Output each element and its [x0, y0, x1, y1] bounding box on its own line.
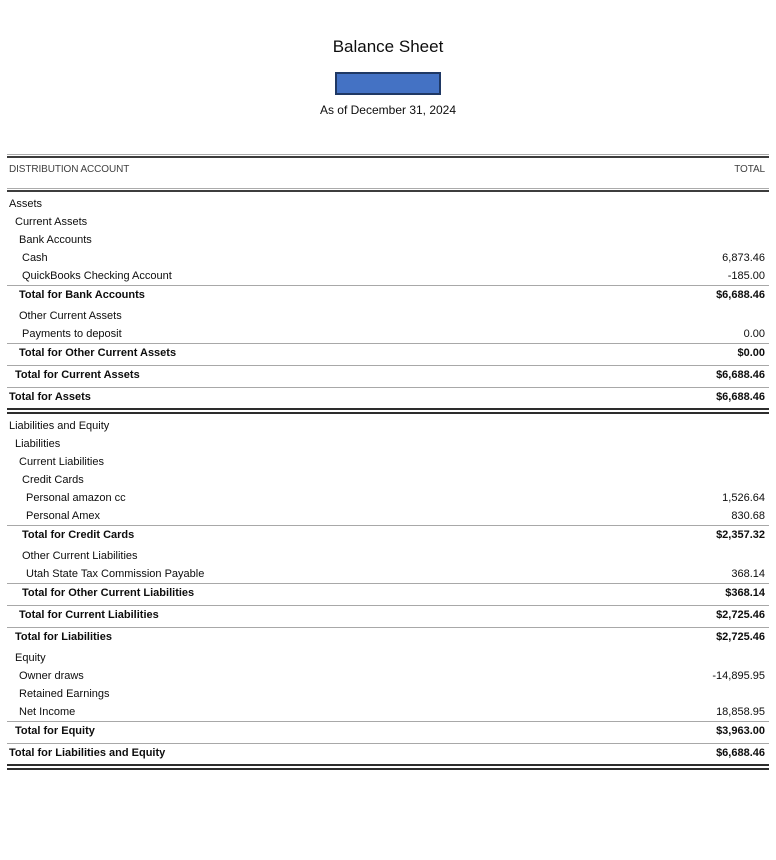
account-value: $6,688.46: [716, 390, 765, 403]
account-value: $2,357.32: [716, 528, 765, 541]
table-row: [7, 387, 769, 405]
account-value: 830.68: [731, 510, 765, 522]
account-value: $2,725.46: [716, 630, 765, 643]
table-row: [7, 627, 769, 645]
account-label: Equity: [15, 652, 46, 664]
account-value: 6,873.46: [722, 252, 765, 264]
table-row: [7, 249, 769, 267]
account-value: $3,963.00: [716, 724, 765, 737]
account-value: 1,526.64: [722, 492, 765, 504]
account-value: 0.00: [743, 328, 765, 340]
table-row: [7, 525, 769, 543]
account-value: $0.00: [737, 346, 765, 359]
table-row: [7, 195, 769, 213]
section-divider-rule: [7, 408, 769, 414]
account-label: Retained Earnings: [19, 688, 110, 700]
column-header-distribution-account: DISTRIBUTION ACCOUNT: [9, 164, 130, 175]
account-value: $6,688.46: [716, 746, 765, 759]
account-label: Credit Cards: [22, 474, 84, 486]
account-label: Total for Credit Cards: [22, 528, 135, 541]
account-label: Total for Liabilities and Equity: [9, 746, 166, 759]
account-label: Current Assets: [15, 216, 88, 228]
account-label: Total for Liabilities: [15, 630, 112, 643]
table-row: [7, 307, 769, 325]
account-value: $368.14: [725, 586, 765, 599]
account-label: QuickBooks Checking Account: [22, 270, 172, 282]
table-row: [7, 231, 769, 249]
table-row: [7, 685, 769, 703]
account-label: Personal amazon cc: [26, 492, 126, 504]
report-subtitle: As of December 31, 2024: [319, 103, 457, 117]
account-label: Personal Amex: [26, 510, 100, 522]
table-row: [7, 547, 769, 565]
account-label: Total for Equity: [15, 724, 95, 737]
account-label: Assets: [9, 198, 43, 210]
account-label: Cash: [22, 252, 48, 264]
account-value: $6,688.46: [716, 368, 765, 381]
account-label: Other Current Assets: [19, 310, 122, 322]
table-row: [7, 417, 769, 435]
table-row: [7, 565, 769, 583]
balance-sheet-table: [7, 154, 769, 770]
table-row: [7, 489, 769, 507]
table-row: [7, 343, 769, 361]
table-row: [7, 453, 769, 471]
account-label: Total for Bank Accounts: [19, 288, 145, 301]
account-label: Net Income: [19, 706, 76, 718]
report-title: Balance Sheet: [332, 37, 444, 56]
account-label: Total for Other Current Assets: [19, 346, 177, 359]
table-row: [7, 667, 769, 685]
table-row: [7, 649, 769, 667]
table-header-row: [7, 158, 769, 188]
table-row: [7, 365, 769, 383]
table-row: [7, 285, 769, 303]
account-label: Total for Current Liabilities: [19, 608, 159, 621]
account-label: Total for Other Current Liabilities: [22, 586, 195, 599]
account-value: -14,895.95: [712, 670, 765, 682]
account-label: Total for Current Assets: [15, 368, 140, 381]
table-row: [7, 743, 769, 761]
report-end-rule: [7, 764, 769, 770]
account-value: 18,858.95: [716, 706, 765, 718]
table-row: [7, 213, 769, 231]
account-label: Utah State Tax Commission Payable: [26, 568, 205, 580]
account-label: Current Liabilities: [19, 456, 104, 468]
account-label: Liabilities and Equity: [9, 420, 110, 432]
account-label: Total for Assets: [9, 390, 91, 403]
account-value: -185.00: [727, 270, 765, 282]
report-header: [0, 0, 776, 117]
table-row: [7, 721, 769, 739]
table-row: [7, 605, 769, 623]
company-name-redaction: [335, 72, 441, 95]
table-row: [7, 471, 769, 489]
account-label: Other Current Liabilities: [22, 550, 138, 562]
account-label: Payments to deposit: [22, 328, 122, 340]
table-row: [7, 507, 769, 525]
report-rows: [7, 192, 769, 761]
account-value: $6,688.46: [716, 288, 765, 301]
table-row: [7, 583, 769, 601]
account-value: $2,725.46: [716, 608, 765, 621]
column-header-total: TOTAL: [734, 164, 765, 175]
table-row: [7, 435, 769, 453]
table-row: [7, 703, 769, 721]
account-value: 368.14: [731, 568, 765, 580]
account-label: Bank Accounts: [19, 234, 92, 246]
table-row: [7, 267, 769, 285]
table-row: [7, 325, 769, 343]
account-label: Owner draws: [19, 670, 84, 682]
account-label: Liabilities: [15, 438, 61, 450]
